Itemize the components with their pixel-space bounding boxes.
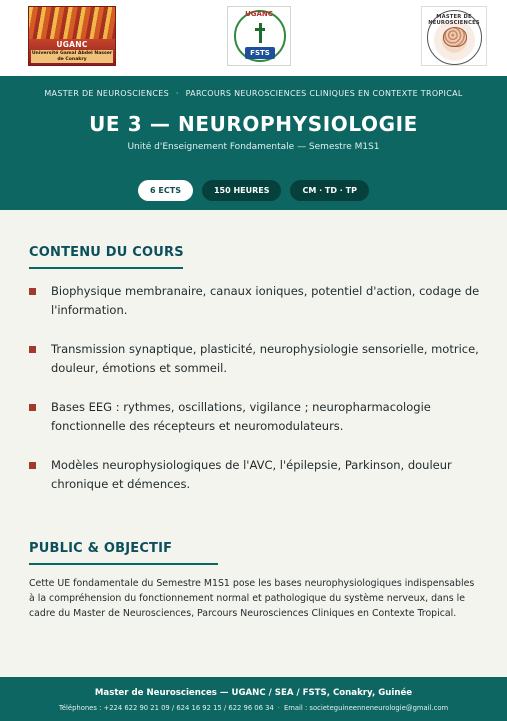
uganc-logo	[28, 6, 116, 66]
footer	[0, 677, 507, 721]
logo-bar	[0, 0, 507, 76]
list-item-text: Modèles neurophysiologiques de l'AVC, l'épilepsie, Parkinson, douleur chronique et démences.	[51, 458, 452, 491]
kicker-separator: ·	[175, 89, 179, 98]
list-item-text: Biophysique membranaire, canaux ioniques, potentiel d'action, codage de l'information.	[51, 284, 480, 317]
content-heading: CONTENU DU COURS	[29, 245, 184, 260]
footer-separator: ·	[277, 704, 280, 712]
flame-graphic	[29, 7, 115, 39]
bullet-square-icon	[29, 346, 36, 353]
footer-email[interactable]: Email : societeguineenneneurologie@gmail.com	[283, 704, 449, 712]
master-logo-text: MASTER DE NEUROSCIENCES	[428, 14, 480, 26]
content-list	[29, 282, 489, 514]
track-name: PARCOURS NEUROSCIENCES CLINIQUES EN CONTEXTE TROPICAL	[185, 89, 463, 98]
uganc-logo-name: UGANC	[56, 40, 88, 49]
content-heading-underline	[29, 267, 183, 269]
format-badge: CM · TD · TP	[290, 180, 368, 201]
footer-phones: Téléphones : +224 622 90 21 09 / 624 16 92 15 / 622 96 06 34	[58, 704, 274, 712]
list-item	[29, 456, 489, 494]
public-description: Cette UE fondamentale du Semestre M1S1 pose les bases neurophysiologiques indispensables à la compréhension du fonctionnement normal et pathologique du système nerveux, dans le cadre du Master de Neurosciences, Parcours Neurosciences Cliniques en Contexte Tropical.	[29, 578, 475, 620]
uganc-logo-subtitle: Université Gamal Abdel Nasser de Conakry	[31, 51, 113, 62]
bullet-square-icon	[29, 462, 36, 469]
bullet-square-icon	[29, 404, 36, 411]
list-item-text: Transmission synaptique, plasticité, neurophysiologie sensorielle, motrice, douleur, émotions et sommeil.	[51, 342, 479, 375]
public-heading: PUBLIC & OBJECTIF	[29, 541, 173, 556]
brain-icon	[443, 27, 467, 47]
fsts-logo	[227, 6, 291, 66]
fsts-logo-top: UGANC	[245, 10, 273, 18]
footer-contacts	[0, 704, 507, 712]
course-badges	[0, 180, 507, 201]
page-subtitle: Unité d'Enseignement Fondamentale — Semestre M1S1	[127, 142, 380, 152]
hours-badge: 150 HEURES	[202, 180, 282, 201]
program-name: MASTER DE NEUROSCIENCES	[44, 89, 170, 98]
bullet-square-icon	[29, 288, 36, 295]
page-title: UE 3 — NEUROPHYSIOLOGIE	[89, 112, 418, 136]
list-item-text: Bases EEG : rythmes, oscillations, vigilance ; neuropharmacologie fonctionnelle des récepteurs et neuromodulateurs.	[51, 400, 431, 433]
public-heading-underline	[29, 563, 218, 565]
medical-cross-icon	[255, 23, 265, 43]
list-item	[29, 398, 489, 436]
ects-badge: 6 ECTS	[138, 180, 193, 201]
list-item	[29, 282, 489, 320]
list-item	[29, 340, 489, 378]
footer-institution: Master de Neurosciences — UGANC / SEA / FSTS, Conakry, Guinée	[94, 688, 413, 698]
program-kicker	[0, 89, 507, 98]
header-banner	[0, 76, 507, 210]
fsts-logo-badge: FSTS	[245, 47, 275, 59]
master-neurosciences-logo	[421, 6, 487, 66]
